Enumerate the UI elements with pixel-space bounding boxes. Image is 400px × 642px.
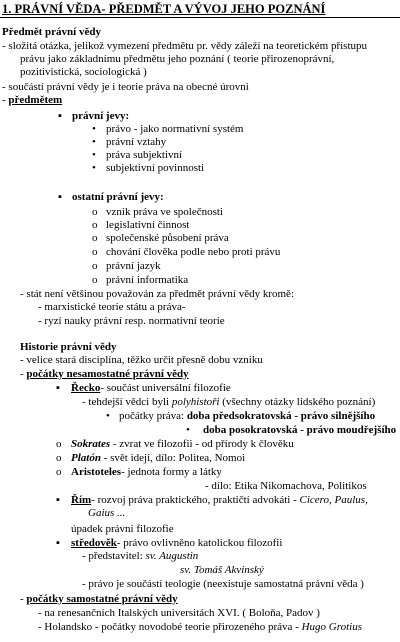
text-line	[2, 94, 62, 107]
text-line	[71, 438, 294, 451]
text-line: - velice stará disciplína, těžko určit přesně dobu vzniku	[20, 354, 263, 366]
circle-bullet-icon: o	[92, 232, 98, 244]
bullet-icon: ▪	[56, 537, 60, 549]
era-label: středověk	[71, 537, 117, 549]
text-line: doba posokratovská - právo moudřejšího	[203, 424, 397, 436]
text-part: - jednota formy a látky	[121, 466, 222, 478]
text-line	[71, 537, 282, 550]
list-item: chování člověka podle nebo proti právu	[106, 246, 281, 258]
circle-bullet-icon: o	[92, 260, 98, 272]
list-item: právo - jako normativní systém	[106, 123, 244, 135]
era-label: Řecko	[71, 382, 101, 394]
era-text: - součást universální filozofie	[100, 382, 231, 394]
list-item: legislativní činnost	[106, 219, 190, 231]
list-item: společenské působení práva	[106, 232, 229, 244]
text-part: - rozvoj práva praktického, praktičtí advokáti -	[91, 494, 300, 506]
text-part: - svět idejí, dílo: Politea, Nomoi	[100, 452, 246, 464]
text-part: - představitel:	[82, 550, 146, 562]
text-line: Gaius ...	[88, 507, 126, 519]
circle-bullet-icon: o	[92, 219, 98, 231]
text-line: pozitivistická, sociologická )	[20, 66, 147, 78]
list-item: vznik práva ve společnosti	[106, 206, 223, 218]
era-label: Řím	[71, 494, 92, 506]
list-item: právní vztahy	[106, 136, 167, 148]
bullet-icon: •	[92, 136, 96, 148]
text-part: sv. Augustin	[145, 550, 199, 562]
subsection-title: počátky nesamostatné právní vědy	[26, 368, 189, 380]
text-part: Hugo Grotius	[301, 621, 363, 633]
text-line: právu jako základnímu předmětu jeho poznání ( teorie přirozenoprávní,	[20, 53, 335, 65]
text-line	[119, 410, 375, 423]
subject-label: předmětem	[8, 94, 63, 106]
text-part: počátky práva:	[119, 410, 187, 422]
bullet-icon: •	[92, 162, 96, 174]
text-part: (všechny otázky lidského poznání)	[219, 396, 376, 408]
text-part: Aristoteles	[71, 466, 122, 478]
header-bar	[0, 0, 400, 18]
bullet-icon: •	[186, 424, 190, 436]
text-line: - součástí právní vědy je i teorie práva na obecné úrovni	[2, 81, 249, 93]
text-line: - právo je součástí teologie (neexistuje samostatná právní věda )	[82, 578, 364, 590]
list-item: subjektivní povinnosti	[106, 162, 205, 174]
circle-bullet-icon: o	[92, 206, 98, 218]
bullet-icon: •	[92, 149, 96, 161]
text-part: Cicero, Paulus,	[299, 494, 368, 506]
text-line	[71, 494, 368, 507]
text-line: - stát není většinou považován za předmět právní vědy kromě:	[20, 288, 294, 300]
circle-bullet-icon: o	[56, 452, 62, 464]
bullet-icon: ▪	[58, 191, 62, 203]
text-part: Platón	[71, 452, 101, 464]
text-part: - tehdejší vědci byli	[82, 396, 172, 408]
text-part: - Holandsko - počátky novodobé teorie přirozeného práva -	[38, 621, 302, 633]
section-title: Předmět právní vědy	[2, 26, 101, 38]
text-line: - ryzí nauky právní resp. normativní teorie	[38, 315, 225, 327]
text-line: - marxistické teorie státu a práva-	[38, 301, 186, 313]
text-part: - zvrat ve filozofii - od přírody k člověku	[110, 438, 294, 450]
list-title: právní jevy:	[72, 110, 130, 122]
text-line: úpadek právní filozofie	[71, 523, 174, 535]
text-line	[20, 368, 189, 381]
text-line	[71, 466, 222, 479]
text-line: sv. Tomáš Akvinský	[180, 564, 264, 576]
circle-bullet-icon: o	[92, 246, 98, 258]
circle-bullet-icon: o	[92, 274, 98, 286]
section-title: Historie právní vědy	[20, 341, 117, 353]
text-part: polyhistoři	[171, 396, 220, 408]
text-part: doba předsokratovská - právo silnějšího	[186, 410, 376, 422]
bullet-icon: •	[106, 410, 110, 422]
list-item: práva subjektivní	[106, 149, 183, 161]
text-line	[71, 452, 245, 465]
dash: -	[2, 94, 9, 106]
text-line	[20, 593, 178, 606]
list-title: ostatní právní jevy:	[72, 191, 164, 203]
text-part: Sokrates	[71, 438, 111, 450]
text-line: - dílo: Etika Nikomachova, Politikos	[205, 480, 367, 492]
text-part: - právo ovlivněno katolickou filozofii	[116, 537, 283, 549]
page-heading: 1. PRÁVNÍ VĚDA- PŘEDMĚT A VÝVOJ JEHO POZNÁNÍ	[2, 2, 326, 16]
bullet-icon: ▪	[56, 382, 60, 394]
circle-bullet-icon: o	[56, 438, 62, 450]
list-item: právní informatika	[106, 274, 189, 286]
text-line: - složitá otázka, jelikož vymezení předmětu pr. vědy záleží na teoretickém přístupu	[2, 40, 367, 52]
text-line	[82, 550, 198, 563]
subsection-title: počátky samostatné právní vědy	[26, 593, 178, 605]
text-line: - na renesančních Italských universitách XVI. ( Boloňa, Padov )	[38, 607, 320, 619]
bullet-icon: ▪	[56, 494, 60, 506]
text-line	[71, 382, 231, 395]
dash: -	[20, 593, 27, 605]
bullet-icon: ▪	[58, 110, 62, 122]
text-line	[38, 621, 362, 634]
list-item: právní jazyk	[106, 260, 161, 272]
dash: -	[20, 368, 27, 380]
bullet-icon: •	[92, 123, 96, 135]
text-line	[82, 396, 375, 409]
circle-bullet-icon: o	[56, 466, 62, 478]
